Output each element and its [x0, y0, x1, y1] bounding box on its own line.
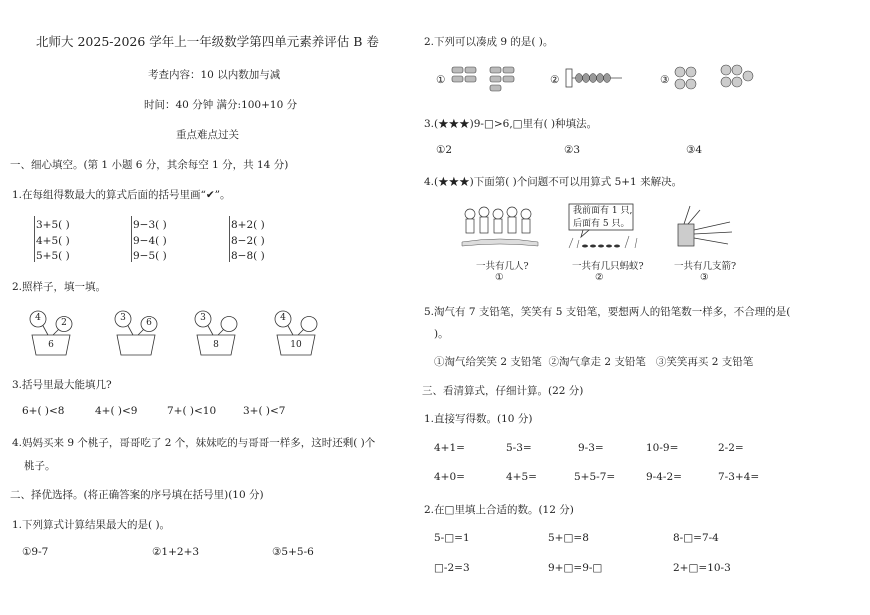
fill-item: 5+□=8 [548, 532, 589, 544]
q4-caption: 一共有几人? [476, 261, 529, 272]
r-q2-text: 2.下列可以凑成 9 的是( )。 [424, 36, 554, 48]
fill-item: 2+□=10-3 [673, 562, 731, 574]
snail-icon [674, 62, 754, 94]
calc-item: 9-3= [578, 442, 604, 454]
r-q3-option: ③4 [686, 144, 703, 156]
flower-1-b: 2 [61, 318, 67, 328]
candy-groups-image [450, 64, 520, 97]
r-q3-option: ①2 [436, 144, 453, 156]
q1-group-3 [231, 218, 265, 265]
q1-text: 1.在每组得数最大的算式后面的括号里画“✔”。 [12, 189, 231, 201]
r-q2-option-2: ② [550, 74, 560, 86]
flower-2-a: 3 [120, 313, 126, 323]
q1-group-2 [133, 218, 167, 265]
p2q1-option: ②1+2+3 [152, 546, 200, 558]
q4-number: ② [595, 272, 604, 283]
q1-expr: 5+5( ) [36, 250, 70, 262]
r-q4-text: 4.(★★★)下面第( )个问题不可以用算式 5+1 来解决。 [424, 176, 683, 188]
q1-expr: 9−4( ) [133, 234, 167, 247]
flower-3-a: 3 [200, 313, 206, 323]
flower-1-total: 6 [48, 340, 54, 350]
part1-heading: 一、细心填空。(第 1 小题 6 分，其余每空 1 分，共 14 分) [10, 159, 289, 171]
q1-expr: 8−8( ) [231, 250, 265, 262]
q1-expr: 9−5( ) [133, 250, 167, 262]
q3-item: 4+( )<9 [95, 405, 138, 417]
q1-group-1-bracket [34, 216, 35, 262]
calc-item: 10-9= [646, 442, 679, 454]
q1-group-2-bracket [131, 216, 132, 262]
q1-expr: 9−3( ) [133, 219, 167, 231]
r-q3-text: 3.(★★★)9-□>6,□里有( )种填法。 [424, 118, 598, 130]
q2-text: 2.照样子，填一填。 [12, 281, 107, 293]
q1-expr: 8+2( ) [231, 219, 265, 231]
q4-line1: 4.妈妈买来 9 个桃子，哥哥吃了 2 个，妹妹吃的与哥哥一样多，这时还剩( )个 [12, 437, 376, 449]
r-q2-option-1: ① [436, 74, 446, 86]
q4-number: ③ [700, 272, 709, 283]
q3-item: 3+( )<7 [243, 405, 286, 417]
p2q1-option: ①9-7 [22, 546, 49, 558]
q1-group-3-bracket [229, 216, 230, 262]
calc-item: 5-3= [506, 442, 532, 454]
section-heading: 重点难点过关 [176, 129, 239, 141]
flower-4-total: 10 [290, 340, 302, 350]
c1-text: 1.直接写得数。(10 分) [424, 413, 533, 425]
speech-bubble-text [573, 205, 632, 231]
r-q5-line1: 5.淘气有 7 支铅笔，笑笑有 5 支铅笔，要想两人的铅笔数一样多，不合理的是( [424, 306, 791, 318]
children-icon [460, 202, 540, 254]
q4-line2: 桃子。 [24, 460, 56, 472]
flower-4-a: 4 [280, 313, 286, 323]
q3-item: 6+( )<8 [22, 405, 65, 417]
c2-text: 2.在□里填上合适的数。(12 分) [424, 504, 574, 516]
speech-line: 我前面有 1 只, [573, 206, 633, 216]
p2q1-option: ③5+5-6 [272, 546, 314, 558]
q4-caption: 一共有几只蚂蚁? [572, 261, 644, 272]
exam-title: 北师大 2025-2026 学年上一年级数学第四单元素养评估 B 卷 [36, 34, 379, 49]
part3-heading: 三、看清算式，仔细计算。(22 分) [422, 385, 584, 397]
q3-item: 7+( )<10 [167, 405, 217, 417]
fill-item: 8-□=7-4 [673, 532, 719, 544]
q4-caption: 一共有几支箭? [674, 261, 737, 272]
q3-text: 3.括号里最大能填几? [12, 379, 112, 391]
fill-item: 9+□=9-□ [548, 562, 603, 574]
calc-item: 5+5-7= [574, 471, 616, 483]
abacus-image [564, 66, 624, 93]
fill-item: □-2=3 [434, 562, 470, 574]
calc-item: 4+0= [434, 471, 465, 483]
flower-1-a: 4 [35, 313, 41, 323]
snail-groups-image [674, 62, 754, 97]
calc-item: 2-2= [718, 442, 744, 454]
q1-expr: 8−2( ) [231, 234, 265, 247]
exam-content: 考查内容：10 以内数加与减 [148, 69, 281, 81]
r-q5-line2: )。 [434, 328, 449, 340]
candy-icon [450, 64, 520, 94]
arrows-image [670, 202, 740, 257]
r-q5-options: ①淘气给笑笑 2 支铅笔 ②淘气拿走 2 支铅笔 ③笑笑再买 2 支铅笔 [434, 356, 754, 368]
q4-number: ① [495, 272, 504, 283]
p2q1-text: 1.下列算式计算结果最大的是( )。 [12, 519, 171, 531]
calc-item: 4+5= [506, 471, 537, 483]
part2-heading: 二、择优选择。(将正确答案的序号填在括号里)(10 分) [10, 489, 264, 501]
abacus-icon [564, 66, 624, 90]
q1-expr: 4+5( ) [36, 234, 70, 247]
flower-2-b: 6 [146, 318, 152, 328]
exam-time: 时间：40 分钟 满分:100+10 分 [144, 99, 298, 111]
q1-group-1 [36, 218, 70, 265]
r-q3-option: ②3 [564, 144, 581, 156]
speech-line: 后面有 5 只。 [573, 219, 630, 229]
arrows-icon [670, 202, 740, 254]
flower-3-total: 8 [213, 340, 219, 350]
calc-item: 9-4-2= [646, 471, 682, 483]
calc-item: 4+1= [434, 442, 465, 454]
calc-item: 7-3+4= [718, 471, 760, 483]
children-line-image [460, 202, 540, 257]
r-q2-option-3: ③ [660, 74, 670, 86]
fill-item: 5-□=1 [434, 532, 470, 544]
q1-expr: 3+5( ) [36, 219, 70, 231]
